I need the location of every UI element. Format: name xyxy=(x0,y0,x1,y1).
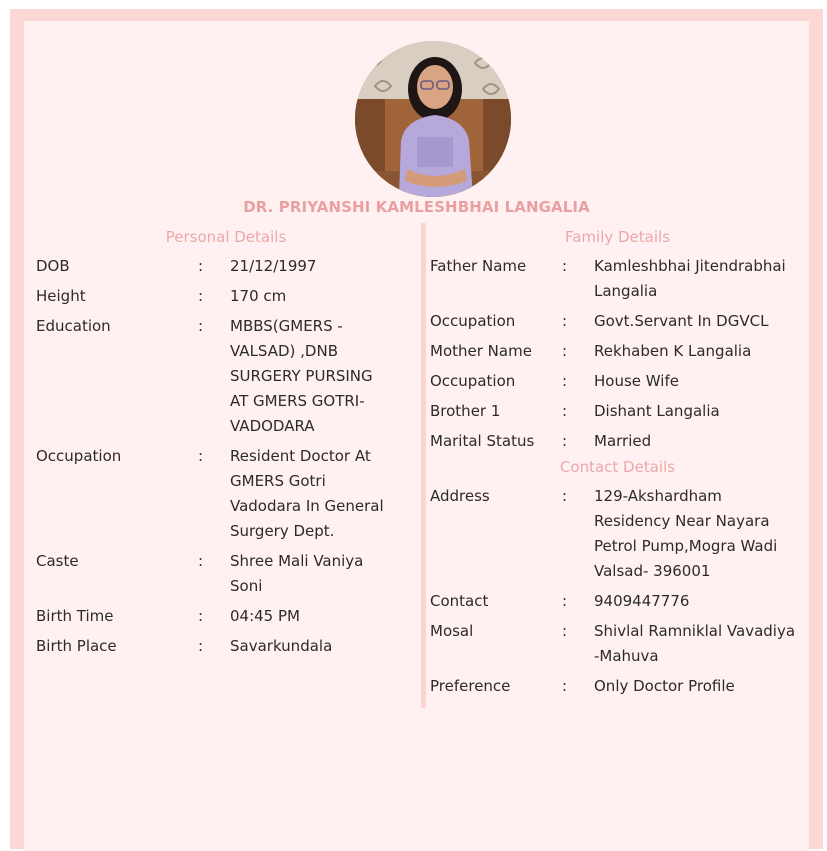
detail-value: Married xyxy=(594,432,652,450)
detail-separator: : xyxy=(198,317,204,335)
detail-separator: : xyxy=(562,592,568,610)
detail-label: Occupation xyxy=(430,372,516,390)
detail-value: Rekhaben K Langalia xyxy=(594,342,752,360)
profile-card xyxy=(24,21,809,851)
detail-label: Birth Place xyxy=(36,637,117,655)
detail-separator: : xyxy=(562,487,568,505)
detail-row-father-name xyxy=(430,254,805,304)
detail-separator: : xyxy=(198,607,204,625)
detail-label: Occupation xyxy=(36,447,122,465)
detail-row-education xyxy=(36,314,416,439)
detail-value: 21/12/1997 xyxy=(230,257,317,275)
detail-separator: : xyxy=(198,287,204,305)
detail-label: Birth Time xyxy=(36,607,114,625)
detail-separator: : xyxy=(198,257,204,275)
detail-value: Resident Doctor At GMERS Gotri Vadodara In General Surgery Dept. xyxy=(230,447,384,540)
detail-label: Height xyxy=(36,287,86,305)
page-frame xyxy=(10,9,823,849)
family-details-title: Family Details xyxy=(564,228,671,246)
detail-value: Kamleshbhai Jitendrabhai Langalia xyxy=(594,257,786,300)
profile-name: DR. PRIYANSHI KAMLESHBHAI LANGALIA xyxy=(243,198,590,216)
detail-label: Father Name xyxy=(430,257,527,275)
detail-value: Shivlal Ramniklal Vavadiya -Mahuva xyxy=(594,622,796,665)
detail-separator: : xyxy=(562,372,568,390)
detail-row-contact xyxy=(430,589,805,614)
detail-label: Preference xyxy=(430,677,511,695)
profile-photo-illustration xyxy=(355,41,511,197)
profile-photo xyxy=(355,41,511,197)
detail-row-birth-time xyxy=(36,604,416,629)
family-details-section xyxy=(430,228,805,704)
detail-row-father-occupation xyxy=(430,309,805,334)
detail-separator: : xyxy=(562,342,568,360)
detail-separator: : xyxy=(562,677,568,695)
detail-row-address xyxy=(430,484,805,584)
detail-value: 129-Akshardham Residency Near Nayara Petrol Pump,Mogra Wadi Valsad- 396001 xyxy=(594,487,778,580)
personal-details-section xyxy=(36,228,416,664)
detail-value: Savarkundala xyxy=(230,637,333,655)
detail-row-dob xyxy=(36,254,416,279)
column-divider xyxy=(421,223,426,708)
detail-label: Marital Status xyxy=(430,432,535,450)
detail-separator: : xyxy=(562,312,568,330)
detail-label: Caste xyxy=(36,552,79,570)
contact-details-title: Contact Details xyxy=(559,458,676,476)
detail-separator: : xyxy=(198,552,204,570)
detail-row-preference xyxy=(430,674,805,699)
detail-value: House Wife xyxy=(594,372,679,390)
detail-separator: : xyxy=(562,402,568,420)
detail-row-mother-name xyxy=(430,339,805,364)
detail-label: Contact xyxy=(430,592,489,610)
detail-separator: : xyxy=(198,637,204,655)
detail-value: Only Doctor Profile xyxy=(594,677,735,695)
detail-row-occupation xyxy=(36,444,416,544)
detail-row-caste xyxy=(36,549,416,599)
detail-label: DOB xyxy=(36,257,70,275)
detail-separator: : xyxy=(562,432,568,450)
detail-label: Mother Name xyxy=(430,342,532,360)
personal-details-title: Personal Details xyxy=(165,228,287,246)
detail-separator: : xyxy=(562,622,568,640)
detail-row-mother-occupation xyxy=(430,369,805,394)
detail-value: MBBS(GMERS - VALSAD) ,DNB SURGERY PURSING AT GMERS GOTRI- VADODARA xyxy=(230,317,373,435)
detail-separator: : xyxy=(562,257,568,275)
detail-label: Address xyxy=(430,487,490,505)
detail-separator: : xyxy=(198,447,204,465)
detail-label: Occupation xyxy=(430,312,516,330)
detail-value: Dishant Langalia xyxy=(594,402,720,420)
detail-value: 170 cm xyxy=(230,287,287,305)
detail-value: 04:45 PM xyxy=(230,607,300,625)
detail-label: Mosal xyxy=(430,622,474,640)
detail-row-brother xyxy=(430,399,805,424)
detail-value: Shree Mali Vaniya Soni xyxy=(230,552,364,595)
detail-row-marital-status xyxy=(430,429,805,454)
detail-value: 9409447776 xyxy=(594,592,690,610)
detail-row-height xyxy=(36,284,416,309)
detail-label: Brother 1 xyxy=(430,402,501,420)
detail-value: Govt.Servant In DGVCL xyxy=(594,312,769,330)
detail-row-mosal xyxy=(430,619,805,669)
detail-row-birth-place xyxy=(36,634,416,659)
detail-label: Education xyxy=(36,317,111,335)
